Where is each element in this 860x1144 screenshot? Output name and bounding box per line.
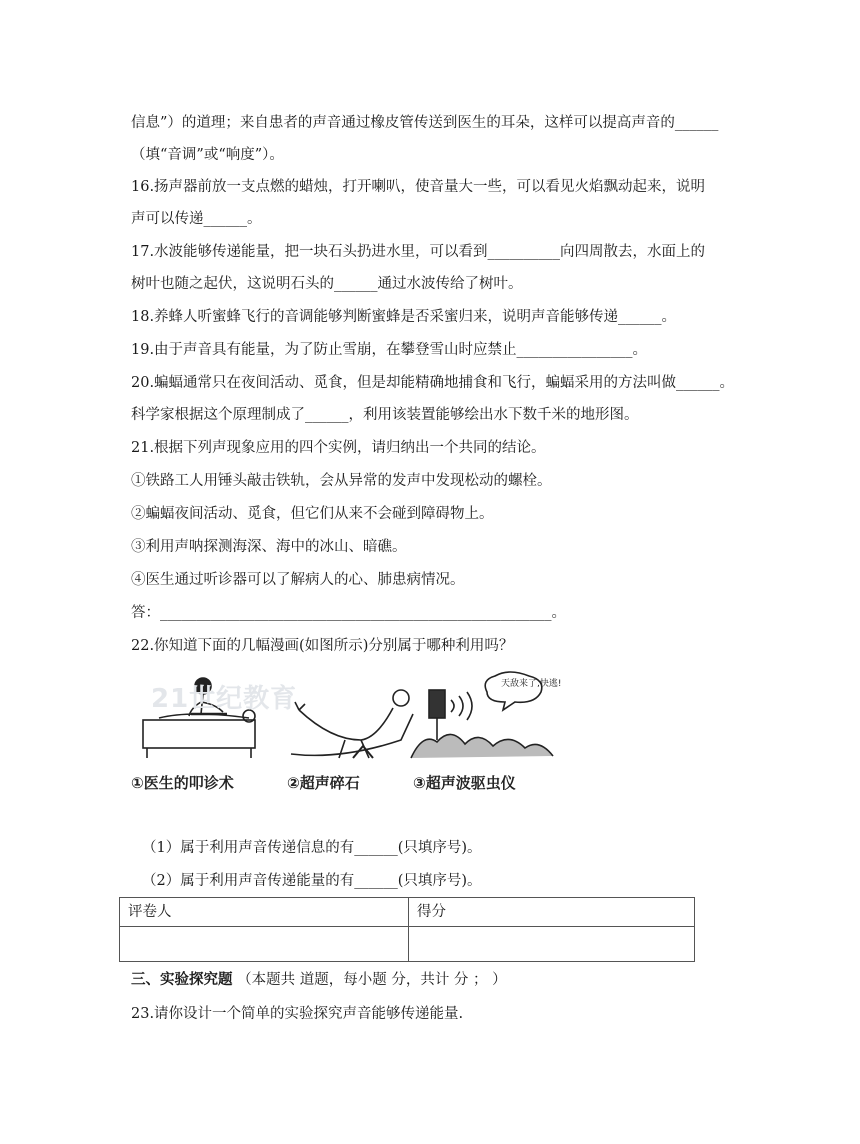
q17-line1: 17.水波能够传递能量，把一块石头扔进水里，可以看到__________向四周散去，水面上的 <box>131 244 706 260</box>
q21-example-1: ①铁路工人用锤头敲击铁轨，会从异常的发声中发现松动的螺栓。 <box>131 473 552 489</box>
score-table <box>119 897 695 962</box>
q20-line1: 20.蝙蝠通常只在夜间活动、觅食，但是却能精确地捕食和飞行，蝙蝠采用的方法叫做______。 <box>131 375 735 391</box>
score-cell[interactable] <box>409 927 695 962</box>
section-3-title: 三、实验探究题 <box>131 971 233 988</box>
score-header: 得分 <box>409 898 695 927</box>
caption-3: ③超声波驱虫仪 <box>413 774 516 792</box>
caption-1: ①医生的叩诊术 <box>131 774 234 792</box>
q15-continuation-line2: （填“音调”或“响度”）。 <box>131 147 284 163</box>
q19: 19.由于声音具有能量，为了防止雪崩，在攀登雪山时应禁止________________。 <box>131 342 648 358</box>
q15-continuation-line1: 信息”）的道理；来自患者的声音通过橡皮管传送到医生的耳朵，这样可以提高声音的______ <box>131 115 719 131</box>
ultrasound-lithotripsy-illustration <box>291 690 413 758</box>
q22-sub-2: （2）属于利用声音传递能量的有______(只填序号)。 <box>142 873 482 889</box>
watermark: 21世纪教育 <box>151 684 298 714</box>
q21-example-4: ④医生通过听诊器可以了解病人的心、肺患病情况。 <box>131 572 465 588</box>
caption-2: ②超声碎石 <box>287 774 360 792</box>
q16-line2: 声可以传递______。 <box>131 211 262 227</box>
q21-prompt: 21.根据下列声现象应用的四个实例，请归纳出一个共同的结论。 <box>131 440 546 456</box>
q22-prompt: 22.你知道下面的几幅漫画(如图所示)分别属于哪种利用吗？ <box>131 638 514 654</box>
grader-cell[interactable] <box>120 927 409 962</box>
q21-answer-line: 答：______________________________________________________。 <box>131 605 566 621</box>
q23: 23.请你设计一个简单的实验探究声音能够传递能量. <box>131 1006 464 1022</box>
q17-line2: 树叶也随之起伏，这说明石头的______通过水波传给了树叶。 <box>131 276 523 292</box>
section-3-note: （本题共 道题，每小题 分，共计 分 ； ） <box>237 972 507 988</box>
grader-header: 评卷人 <box>120 898 409 927</box>
q18: 18.养蜂人听蜜蜂飞行的音调能够判断蜜蜂是否采蜜归来，说明声音能够传递______。 <box>131 309 677 325</box>
section-3-heading <box>131 970 507 990</box>
q22-sub-1: （1）属于利用声音传递信息的有______(只填序号)。 <box>142 840 482 856</box>
q21-example-3: ③利用声呐探测海深、海中的冰山、暗礁。 <box>131 539 407 555</box>
q20-line2: 科学家根据这个原理制成了______，利用该装置能够绘出水下数千米的地形图。 <box>131 407 639 423</box>
bubble-text: 天敌来了,快逃! <box>501 679 562 689</box>
q21-example-2: ②蝙蝠夜间活动、觅食，但它们从来不会碰到障碍物上。 <box>131 506 494 522</box>
q16-line1: 16.扬声器前放一支点燃的蜡烛，打开喇叭，使音量大一些，可以看见火焰飘动起来，说明 <box>131 179 706 195</box>
cartoon-figure <box>131 670 571 805</box>
